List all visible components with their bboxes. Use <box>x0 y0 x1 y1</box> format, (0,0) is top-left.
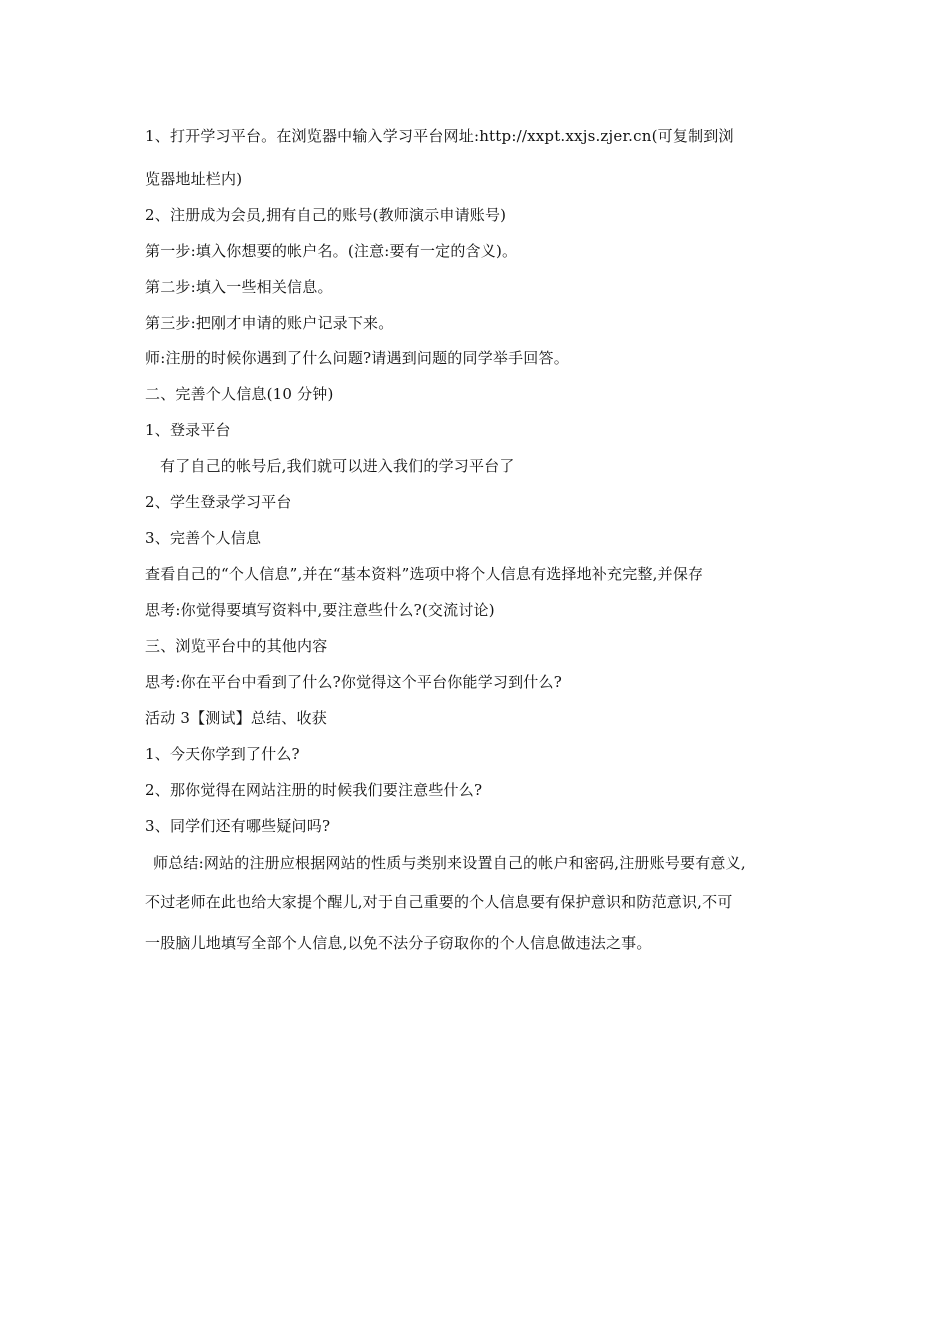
text-line: 3、同学们还有哪些疑问吗? <box>145 817 331 835</box>
text-line: 第二步:填入一些相关信息。 <box>145 278 333 296</box>
text-line: 有了自己的帐号后,我们就可以进入我们的学习平台了 <box>160 457 515 475</box>
section-heading: 二、完善个人信息(10 分钟) <box>145 385 334 403</box>
text-line: 第一步:填入你想要的帐户名。(注意:要有一定的含义)。 <box>145 242 518 260</box>
text-line: 2、学生登录学习平台 <box>145 493 292 511</box>
text-line: 览器地址栏内) <box>145 170 243 188</box>
text-line: 思考:你在平台中看到了什么?你觉得这个平台你能学习到什么? <box>145 673 562 691</box>
text-line: 思考:你觉得要填写资料中,要注意些什么?(交流讨论) <box>145 601 495 619</box>
text-line: 师:注册的时候你遇到了什么问题?请遇到问题的同学举手回答。 <box>145 349 569 367</box>
text-line: 查看自己的“个人信息”,并在“基本资料”选项中将个人信息有选择地补充完整,并保存 <box>145 565 704 583</box>
text-line: 1、今天你学到了什么? <box>145 745 300 763</box>
text-line: 3、完善个人信息 <box>145 529 262 547</box>
text-line: 1、打开学习平台。在浏览器中输入学习平台网址:http://xxpt.xxjs.zjer.cn(可复制到浏 <box>145 127 734 145</box>
text-line: 2、那你觉得在网站注册的时候我们要注意些什么? <box>145 781 483 799</box>
text-line: 一股脑儿地填写全部个人信息,以免不法分子窃取你的个人信息做违法之事。 <box>145 934 652 952</box>
section-heading: 活动 3【测试】总结、收获 <box>145 709 327 727</box>
section-heading: 三、浏览平台中的其他内容 <box>145 637 328 655</box>
text-line: 1、登录平台 <box>145 421 231 439</box>
text-line: 第三步:把刚才申请的账户记录下来。 <box>145 314 394 332</box>
text-line: 2、注册成为会员,拥有自己的账号(教师演示申请账号) <box>145 206 507 224</box>
text-line: 师总结:网站的注册应根据网站的性质与类别来设置自己的帐户和密码,注册账号要有意义, <box>153 854 746 872</box>
text-line: 不过老师在此也给大家提个醒儿,对于自己重要的个人信息要有保护意识和防范意识,不可 <box>145 893 733 911</box>
